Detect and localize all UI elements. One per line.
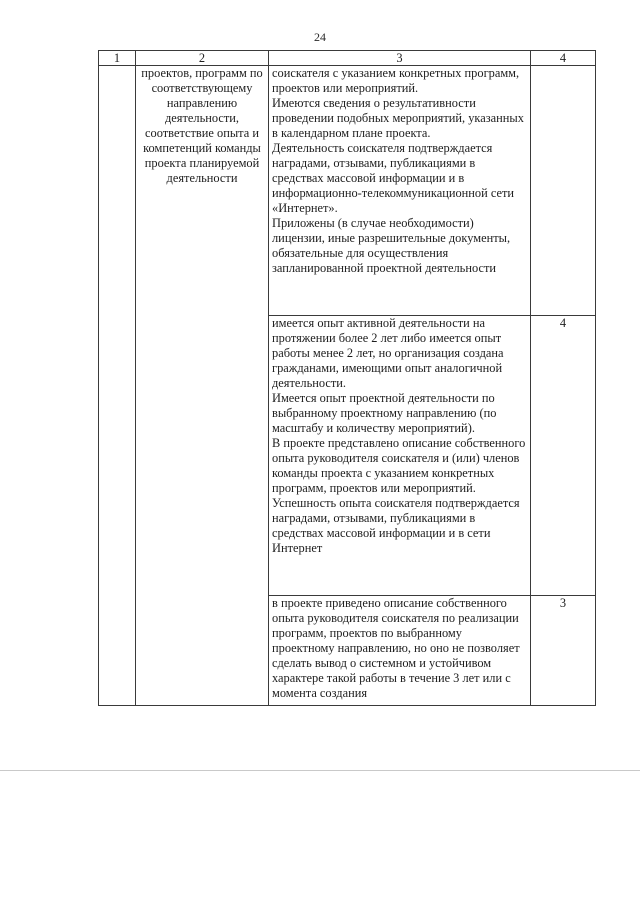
level-description-cell bbox=[269, 316, 531, 596]
table-row bbox=[99, 66, 596, 316]
page-number: 24 bbox=[314, 30, 326, 44]
paragraph: Имеется опыт проектной деятельности по выбранному проектному направлению (по масштабу и количеству мероприятий). bbox=[272, 391, 497, 435]
paragraph: Деятельность соискателя подтверждается наградами, отзывами, публикациями в средствах массовой информации и в информационно-телекоммуникационной сети «Интернет». bbox=[272, 141, 515, 215]
column-header-1: 1 bbox=[99, 51, 136, 66]
paragraph: имеется опыт активной деятельности на протяжении более 2 лет либо имеется опыт работы менее 2 лет, но организация создана гражданами, имеющими опыт аналогичной деятельности. bbox=[272, 316, 504, 390]
criteria-table bbox=[98, 50, 596, 706]
paragraph: Успешность опыта соискателя подтверждается наградами, отзывами, публикациями в средствах массовой информации и в сети Интернет bbox=[272, 496, 520, 555]
paragraph: Приложены (в случае необходимости) лицензии, иные разрешительные документы, обязательные для осуществления запланированной проектной деятельности bbox=[272, 216, 511, 275]
table-header-row bbox=[99, 51, 596, 66]
paragraph: Имеются сведения о результативности проведении подобных мероприятий, указанных в календарном плане проекта. bbox=[272, 96, 524, 140]
score-cell: 3 bbox=[531, 596, 596, 706]
paragraph: В проекте представлено описание собственного опыта руководителя соискателя и (или) членов команды проекта с указанием конкретных программ, проектов или мероприятий. bbox=[272, 436, 526, 495]
score-cell bbox=[531, 66, 596, 316]
column-header-4: 4 bbox=[531, 51, 596, 66]
column-header-2: 2 bbox=[136, 51, 269, 66]
paragraph: в проекте приведено описание собственного опыта руководителя соискателя по реализации программ, проектов по выбранному проектному направлению, но оно не позволяет сделать вывод о системном и устойчивом характере такой работы в течение 3 лет или с момента создания bbox=[272, 596, 520, 700]
criterion-text: проектов, программ по соответствующему направлению деятельности, соответствие опыта и компетенций команды проекта планируемой деятельности bbox=[141, 66, 263, 185]
level-description-cell bbox=[269, 596, 531, 706]
row-number-cell bbox=[99, 66, 136, 706]
column-header-3: 3 bbox=[269, 51, 531, 66]
blank-area bbox=[0, 771, 640, 905]
score-cell: 4 bbox=[531, 316, 596, 596]
level-description-cell bbox=[269, 66, 531, 316]
criterion-cell bbox=[136, 66, 269, 706]
paragraph: соискателя с указанием конкретных программ, проектов или мероприятий. bbox=[272, 66, 520, 95]
